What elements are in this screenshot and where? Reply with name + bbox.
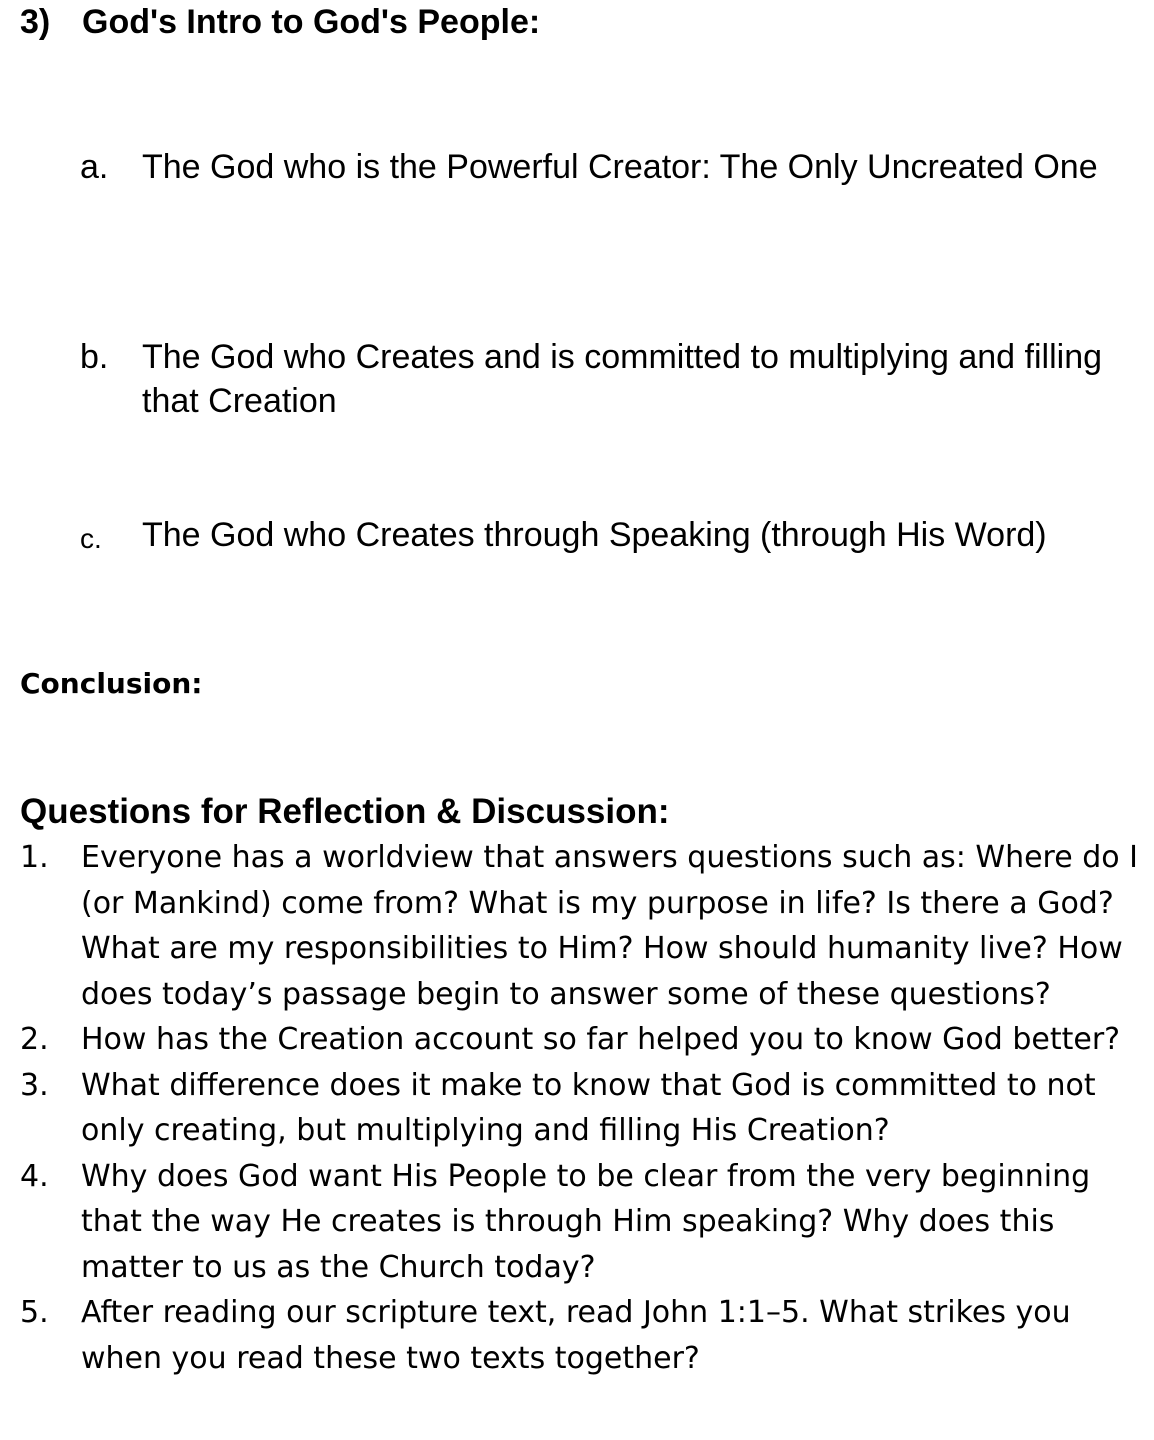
question-item — [20, 1063, 1145, 1154]
sub-item-text: The God who is the Powerful Creator: The Only Uncreated One — [142, 148, 1098, 186]
sub-item-b — [80, 335, 1130, 423]
questions-list — [20, 835, 1145, 1381]
sub-item-marker: a. — [80, 148, 109, 186]
question-text: How has the Creation account so far helped you to know God better? — [81, 1022, 1121, 1057]
section-title: God's Intro to God's People: — [82, 3, 541, 41]
question-number: 4. — [20, 1158, 49, 1194]
sub-item-text: The God who Creates through Speaking (through His Word) — [142, 516, 1047, 554]
question-text: After reading our scripture text, read John 1:1–5. What strikes you when you read these two texts together? — [81, 1295, 1071, 1376]
sub-item-a — [80, 145, 1130, 189]
section-number: 3) — [20, 3, 51, 41]
conclusion-heading: Conclusion: — [20, 667, 203, 700]
question-item — [20, 835, 1145, 1017]
section-heading — [20, 0, 540, 44]
question-item — [20, 1017, 1145, 1063]
sub-item-marker: b. — [80, 338, 109, 376]
question-text: What difference does it make to know that God is committed to not only creating, but multiplying and filling His Creation? — [81, 1067, 1096, 1148]
question-item — [20, 1154, 1145, 1291]
sub-item-marker: c. — [80, 523, 102, 554]
sub-item-text: The God who Creates and is committed to multiplying and filling that Creation — [142, 338, 1103, 420]
question-number: 5. — [20, 1295, 49, 1330]
question-number: 2. — [20, 1022, 49, 1057]
sub-item-c — [80, 513, 1130, 557]
question-item — [20, 1290, 1145, 1381]
question-text: Everyone has a worldview that answers questions such as: Where do I (or Mankind) come from? What is my purpose in life? Is there a God? What are my responsibilities to Him? How should humanity live? How does today’s passage begin to answer some of these questions? — [81, 840, 1139, 1012]
question-text: Why does God want His People to be clear from the very beginning that the way He creates is through Him speaking? Why does this matter to us as the Church today? — [81, 1158, 1091, 1285]
question-number: 3. — [20, 1067, 49, 1103]
question-number: 1. — [20, 840, 49, 875]
questions-heading: Questions for Reflection & Discussion: — [20, 792, 670, 831]
